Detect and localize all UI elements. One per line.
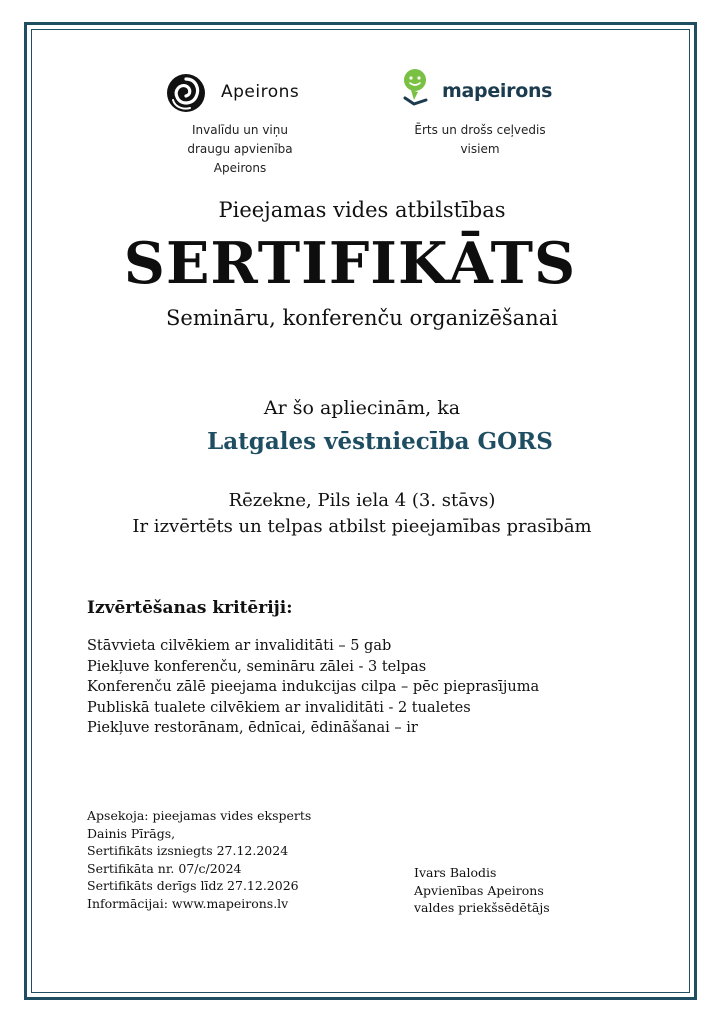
criteria-item: Piekļuve konferenču, semināru zālei - 3 telpas xyxy=(87,658,427,675)
inspector-label: Apsekoja: pieejamas vides eksperts xyxy=(87,808,312,823)
mapeirons-caption-line: Ērts un drošs ceļvedis xyxy=(414,123,546,137)
criteria-item: Publiskā tualete cilvēkiem ar invaliditāti - 2 tualetes xyxy=(87,699,471,716)
apeirons-caption-line: Invalīdu un viņu xyxy=(192,123,288,137)
valid-until: Sertifikāts derīgs līdz 27.12.2026 xyxy=(87,878,299,893)
apeirons-swirl-icon xyxy=(165,72,207,114)
info-website: Informācijai: www.mapeirons.lv xyxy=(87,895,289,911)
criteria-item: Stāvvieta cilvēkiem ar invaliditāti – 5 gab xyxy=(87,638,392,654)
mapeirons-logo-text: mapeirons xyxy=(442,80,553,102)
signatory-block xyxy=(414,864,550,917)
criteria-title: Izvērtēšanas kritēriji: xyxy=(87,598,293,618)
apeirons-logo-text: Apeirons xyxy=(221,82,300,102)
organization-address: Rēzekne, Pils iela 4 (3. stāvs) xyxy=(228,490,496,511)
issue-date: Sertifikāts izsniegts 27.12.2024 xyxy=(87,843,289,858)
criteria-list xyxy=(87,636,539,739)
signatory-title: valdes priekšsēdētājs xyxy=(414,900,550,915)
signatory-organization: Apvienības Apeirons xyxy=(414,882,544,898)
apeirons-caption-line: draugu apvienība xyxy=(187,142,293,156)
mapeirons-pin-icon xyxy=(402,66,438,112)
certificate-subtitle: Semināru, konferenču organizēšanai xyxy=(166,306,558,330)
criteria-item: Piekļuve restorānam, ēdnīcai, ēdināšanai – ir xyxy=(87,720,418,736)
certificate-title: SERTIFIKĀTS xyxy=(123,230,577,297)
certify-text: Ar šo apliecinām, ka xyxy=(263,397,461,419)
certification-statement: Ir izvērtēts un telpas atbilst pieejamības prasībām xyxy=(132,516,592,537)
apeirons-caption-line: Apeirons xyxy=(213,161,267,175)
apeirons-logo xyxy=(165,72,315,116)
mapeirons-caption-line: visiem xyxy=(460,142,500,156)
inspector-name: Dainis Pīrāgs, xyxy=(87,825,176,841)
mapeirons-logo xyxy=(402,66,562,114)
certificate-pre-title: Pieejamas vides atbilstības xyxy=(218,198,506,222)
apeirons-caption xyxy=(160,121,320,178)
mapeirons-caption xyxy=(390,121,570,159)
signatory-name: Ivars Balodis xyxy=(414,865,497,880)
organization-name: Latgales vēstniecība GORS xyxy=(207,428,553,455)
criteria-item: Konferenču zālē pieejama indukcijas cilpa – pēc pieprasījuma xyxy=(87,679,540,695)
certificate-number: Sertifikāta nr. 07/c/2024 xyxy=(87,860,242,876)
inspection-details xyxy=(87,807,311,912)
